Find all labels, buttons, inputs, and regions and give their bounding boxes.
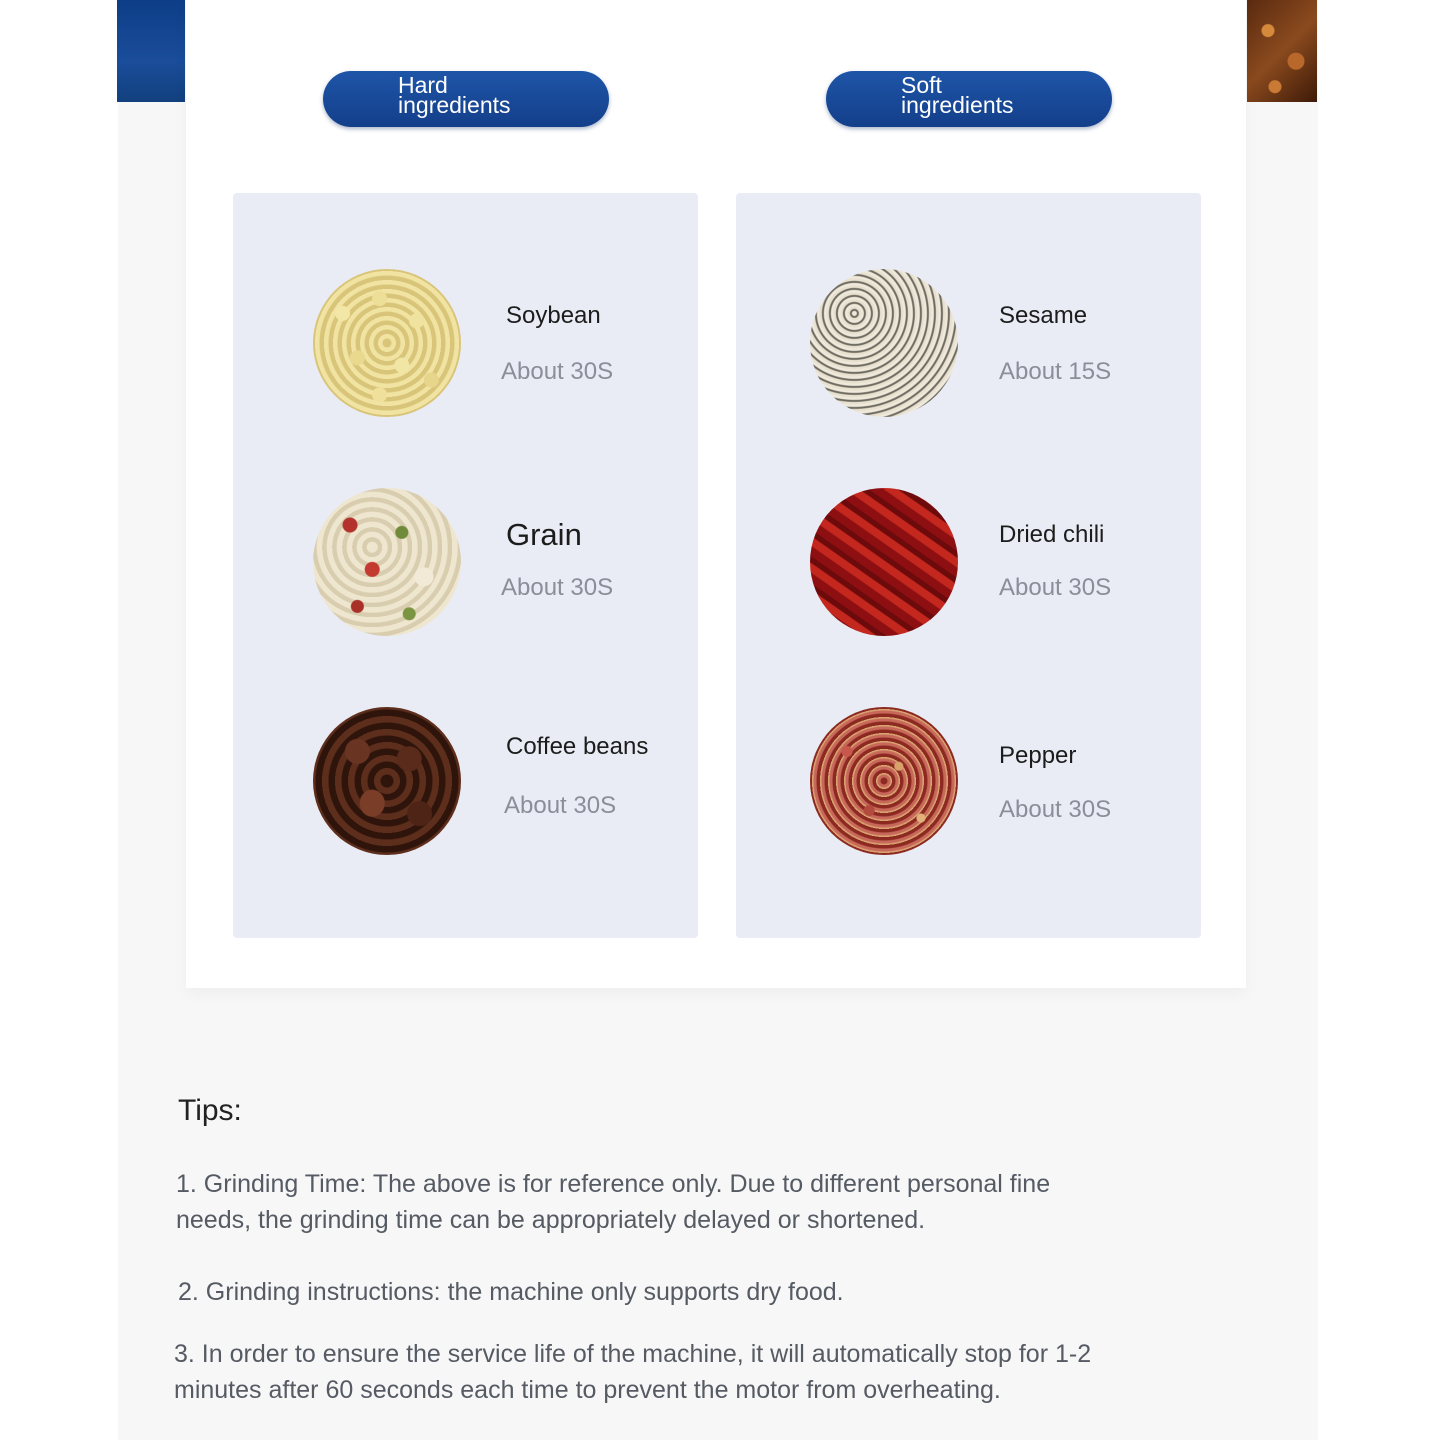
ingredient-item-pepper (736, 707, 1201, 857)
soft-header-line-1: Soft (901, 72, 942, 98)
ingredient-item-soybean (233, 269, 698, 419)
tip-2-line-1: 2. Grinding instructions: the machine only supports dry food. (178, 1278, 844, 1306)
soft-ingredients-header (826, 71, 1112, 127)
ingredient-name: Grain (506, 517, 582, 552)
ingredient-time: About 30S (999, 796, 1112, 823)
ingredient-time: About 30S (999, 574, 1112, 601)
ingredient-item-dried-chili (736, 488, 1201, 638)
dried-chili-icon (810, 488, 958, 636)
ingredient-item-sesame (736, 269, 1201, 419)
ingredient-item-coffee-beans (233, 707, 698, 857)
tip-item-2 (178, 1274, 844, 1310)
soybean-icon (313, 269, 461, 417)
pepper-icon (810, 707, 958, 855)
tips-title: Tips: (178, 1094, 242, 1127)
soft-header-line-2: ingredients (901, 92, 1014, 118)
ingredient-time: About 30S (504, 792, 617, 819)
tip-item-3 (174, 1336, 1091, 1408)
ingredient-name: Coffee beans (506, 733, 649, 760)
ingredient-item-grain (233, 488, 698, 638)
coffee-beans-icon (313, 707, 461, 855)
hard-ingredients-header (323, 71, 609, 127)
ingredient-name: Soybean (506, 302, 601, 329)
ingredient-time: About 30S (501, 358, 614, 385)
tip-3-line-1: 3. In order to ensure the service life of the machine, it will automatically stop for 1-2 (174, 1340, 1092, 1368)
hard-header-line-2: ingredients (398, 92, 511, 118)
ingredient-name: Pepper (999, 742, 1077, 769)
tip-1-line-2: needs, the grinding time can be appropriately delayed or shortened. (176, 1206, 926, 1234)
ingredient-name: Sesame (999, 302, 1088, 329)
tip-item-1 (176, 1166, 1050, 1238)
hard-header-line-1: Hard (398, 72, 448, 98)
tip-3-line-2: minutes after 60 seconds each time to prevent the motor from overheating. (174, 1376, 1001, 1404)
soft-ingredients-panel (736, 193, 1201, 938)
ingredient-time: About 30S (501, 574, 614, 601)
hard-ingredients-panel (233, 193, 698, 938)
tip-1-line-1: 1. Grinding Time: The above is for reference only. Due to different personal fine (176, 1170, 1051, 1198)
ingredient-name: Dried chili (999, 521, 1105, 548)
grain-icon (313, 488, 461, 636)
blue-corner-decoration (117, 0, 185, 102)
star-anise-corner-decoration (1247, 0, 1317, 102)
sesame-icon (810, 269, 958, 417)
ingredient-time: About 15S (999, 358, 1112, 385)
